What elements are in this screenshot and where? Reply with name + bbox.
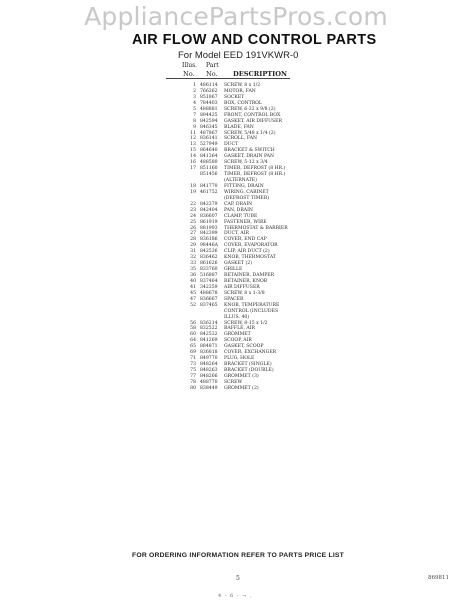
illus-number: 12 [190, 136, 196, 142]
illus-number: 24 [190, 213, 196, 219]
part-description: (ALTERNATE) [224, 178, 257, 183]
illus-number: 80 [190, 385, 196, 391]
part-description: FRONT, CONTROL BOX [224, 112, 281, 118]
part-description: COVER, END CAP [224, 237, 267, 243]
header-rule [166, 78, 290, 79]
part-number: 342359 [200, 284, 218, 290]
part-number: 842536 [200, 249, 218, 255]
part-description: SCREW, 5-12 x 3/4 [224, 160, 268, 166]
part-description: CONTROL (INCLUDES [224, 308, 279, 314]
part-number: 894425 [200, 112, 218, 118]
part-description: BRACKET (SINGLE) [224, 362, 272, 368]
illus-number: 58 [190, 326, 196, 332]
part-description: TIMER, DEFROST (8 HR.) [224, 166, 286, 172]
part-description: GASKET (2) [224, 261, 252, 267]
part-number: 832522 [200, 326, 218, 332]
part-number: 848263 [200, 368, 218, 373]
part-description: GROMMET (3) [224, 373, 259, 379]
part-description: SCOOP, AIR [224, 338, 252, 344]
illus-number: 32 [190, 255, 196, 261]
header-description: DESCRIPTION [233, 70, 288, 78]
illus-number: 29 [190, 243, 196, 249]
part-number: 836214 [200, 320, 218, 326]
part-description: CAP, DRAIN [224, 201, 253, 207]
bottom-fragment: 4 - 6 - ¬ , [218, 593, 253, 599]
illus-number: 41 [190, 284, 196, 290]
illus-number: 5 [193, 106, 196, 112]
part-description: COVER, EVAPORATOR [224, 243, 278, 249]
illus-number: 27 [190, 231, 196, 237]
illus-number: 45 [190, 290, 196, 296]
part-number: 861626 [200, 261, 218, 267]
part-number: 851160 [200, 166, 218, 172]
illus-number: 22 [190, 201, 196, 207]
illus-number: 7 [193, 112, 196, 118]
part-description: DUCT, AIR [224, 231, 249, 237]
part-number: 846345 [200, 124, 218, 130]
part-number: 837464 [200, 278, 218, 284]
part-description: BRACKET (DOUBLE) [224, 368, 274, 373]
document-number: 869811 [428, 575, 449, 581]
part-description: CLIP, AIR DUCT (2) [224, 249, 270, 255]
illus-number: 78 [190, 379, 196, 385]
part-description: RETAINER, KNOB [224, 278, 268, 284]
part-description: SCROLL, FAN [224, 136, 258, 142]
part-description: ILLUS. 40) [224, 314, 250, 320]
part-description: GASKET, SCOOP [224, 344, 264, 350]
part-description: COVER, EXCHANGER [224, 350, 277, 356]
part-number: 516887 [200, 273, 218, 278]
part-number: 842594 [200, 118, 218, 124]
part-number: 848266 [200, 373, 218, 379]
part-description: SOCKET [224, 94, 245, 100]
part-number: 851456 [200, 172, 218, 178]
part-number: 881993 [200, 225, 218, 231]
part-description: BOX, CONTROL [224, 100, 262, 106]
part-number: 488678 [200, 290, 218, 296]
part-description: THERMOSTAT & BARRIER [224, 225, 288, 231]
illus-number: 26 [190, 225, 196, 231]
part-number: 836141 [200, 136, 218, 142]
page-number: 5 [236, 575, 240, 582]
part-description: SCREW [224, 379, 243, 385]
illus-number: 31 [190, 249, 196, 255]
part-description: KNOB, TEMPERATURE [224, 302, 280, 308]
illus-number: 36 [190, 273, 196, 278]
illus-number: 64 [190, 338, 196, 344]
part-description: SCREW, 8-15 x 1/2 [224, 320, 268, 326]
part-number: 836186 [200, 237, 218, 243]
part-description: BAFFLE, AIR [224, 326, 255, 332]
part-description: GASKET, DRAIN PAN [224, 154, 274, 160]
page-title: AIR FLOW AND CONTROL PARTS [132, 32, 377, 48]
illus-number: 71 [190, 356, 196, 362]
illus-number: 56 [190, 320, 196, 326]
part-description: (DEFROST TIMER) [224, 195, 270, 201]
illus-number: 73 [190, 362, 196, 368]
illus-number: 60 [190, 332, 196, 338]
part-description: PAN, DRAIN [224, 207, 253, 213]
part-description: SPACER [224, 296, 244, 302]
part-number: 841770 [200, 183, 218, 189]
part-number: 838449 [200, 385, 218, 391]
part-description: KNOB, THERMOSTAT [224, 255, 276, 261]
part-number: 461752 [200, 189, 218, 195]
header-no-illus: No. [183, 70, 195, 78]
part-number: 488580 [200, 160, 218, 166]
illus-number: 19 [190, 189, 196, 195]
part-number: 488770 [200, 379, 218, 385]
illus-number: 2 [193, 88, 196, 94]
part-description: SCREW, 6-32 x 9/8 (2) [224, 106, 276, 112]
part-number: 849770 [200, 356, 218, 362]
illus-number: 16 [190, 160, 196, 166]
part-number: 841364 [200, 154, 218, 160]
illus-number: 25 [190, 219, 196, 225]
part-number: 842399 [200, 231, 218, 237]
part-description: MOTOR, FAN [224, 88, 256, 94]
part-number: 864640 [200, 148, 218, 154]
part-description: CLAMP, TUBE [224, 213, 258, 219]
illus-number: 4 [193, 100, 196, 106]
part-number: 836462 [200, 255, 218, 261]
part-description: GROMMET [224, 332, 251, 338]
part-description: SCREW, 8 x 1-3/8 [224, 290, 265, 296]
illus-number: 8 [193, 118, 196, 124]
illus-number: 52 [190, 302, 196, 308]
illus-number: 69 [190, 350, 196, 356]
illus-number: 15 [190, 148, 196, 154]
part-description: TIMER, DEFROST (8 HR.) [224, 172, 286, 178]
part-description: BRACKET & SWITCH [224, 148, 275, 154]
part-description: PLUG, HOLE [224, 356, 255, 362]
part-description: FITTING, DRAIN [224, 183, 264, 189]
illus-number: 75 [190, 368, 196, 373]
part-number: 833760 [200, 267, 218, 273]
header-part: Part [206, 62, 219, 69]
header-no-part: No. [206, 70, 218, 78]
part-number: 848264 [200, 362, 218, 368]
part-number: 487867 [200, 130, 218, 136]
part-number: 836667 [200, 296, 218, 302]
part-description: DUCT [224, 142, 239, 148]
part-description: RETAINER, DAMPER [224, 273, 275, 278]
model-subtitle: For Model EED 191VKWR-0 [178, 50, 299, 61]
illus-number: 65 [190, 344, 196, 350]
parts-list [178, 83, 378, 392]
part-number: 486114 [200, 83, 218, 88]
header-illus: Illus. [182, 62, 198, 69]
part-description: WIRING, CABINET [224, 189, 269, 195]
part-description: GASKET, AIR DIFFUSER [224, 118, 282, 124]
part-description: GROMMET (2) [224, 385, 259, 391]
illus-number: 18 [190, 183, 196, 189]
part-number: 488881 [200, 106, 218, 112]
illus-number: 35 [190, 267, 196, 273]
part-number: 841269 [200, 338, 218, 344]
watermark: AppliancePartsPros.com [84, 2, 388, 31]
illus-number: 17 [190, 166, 196, 172]
part-number: 884871 [200, 344, 218, 350]
part-number: 836607 [200, 213, 218, 219]
part-number: 784403 [200, 100, 218, 106]
part-number: 837465 [200, 302, 218, 308]
illus-number: 47 [190, 296, 196, 302]
part-number: 527949 [200, 142, 218, 148]
part-number: 98446A [200, 243, 218, 249]
illus-number: 33 [190, 261, 196, 267]
part-number: 842379 [200, 201, 218, 207]
part-number: 851867 [200, 94, 218, 100]
illus-number: 28 [190, 237, 196, 243]
part-number: 842532 [200, 332, 218, 338]
illus-number: 13 [190, 142, 196, 148]
part-description: SCREW, 8 x 1/2 [224, 83, 261, 88]
part-description: AIR DIFFUSER [224, 284, 260, 290]
part-description: FASTENER, WIRE [224, 219, 267, 225]
illus-number: 14 [190, 154, 196, 160]
illus-number: 77 [190, 373, 196, 379]
part-number: 836818 [200, 350, 218, 356]
part-description: SCREW, 5/48 x 1/4 (2) [224, 130, 276, 136]
part-number: 861919 [200, 219, 218, 225]
part-description: BLADE, FAN [224, 124, 254, 130]
illus-number: 9 [193, 124, 196, 130]
ordering-note: FOR ORDERING INFORMATION REFER TO PARTS PRICE LIST [132, 552, 345, 559]
part-number: 842404 [200, 207, 218, 213]
illus-number: 23 [190, 207, 196, 213]
part-description: GRILLE [224, 267, 243, 273]
illus-number: 3 [193, 94, 196, 100]
illus-number: 11 [190, 130, 196, 136]
illus-number: 1 [193, 83, 196, 88]
part-number: 766262 [200, 88, 218, 94]
parts-row [178, 386, 378, 392]
illus-number: 40 [190, 278, 196, 284]
